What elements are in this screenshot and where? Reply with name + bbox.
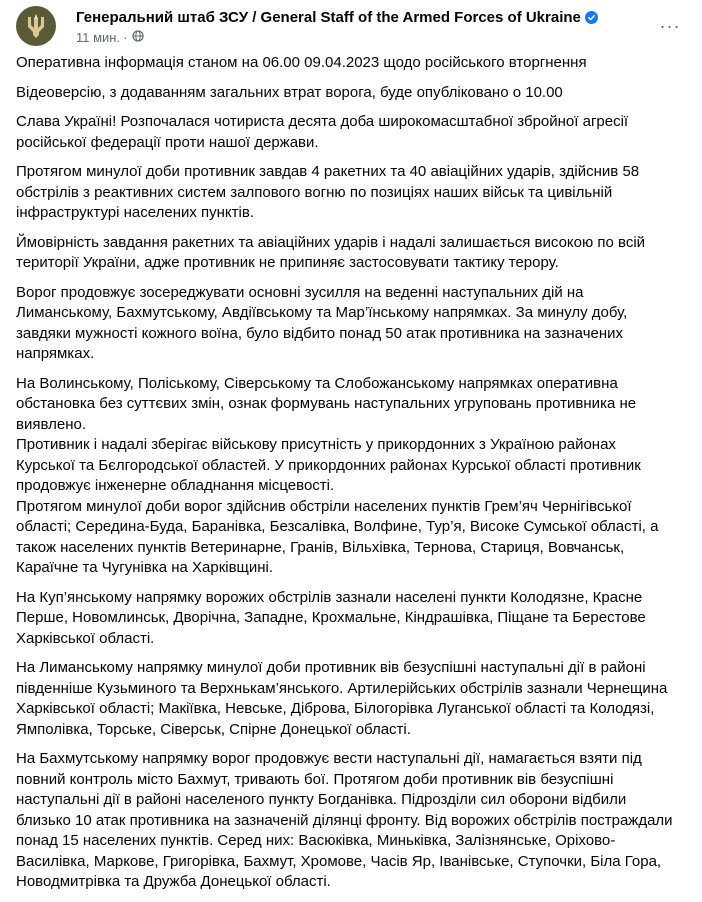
post-paragraph: Протягом минулої доби противник завдав 4 ракетних та 40 авіаційних ударів, здійснив 58 обстрілів з реактивних систем залпового вогню по позиціях наших військ та цивільній інфраструктурі населених пунктів. <box>16 163 640 221</box>
page-name-link[interactable]: Генеральний штаб ЗСУ / General Staff of the Armed Forces of Ukraine <box>76 9 581 26</box>
post-timestamp-link[interactable]: 11 мин. <box>76 30 121 45</box>
globe-icon[interactable] <box>132 30 144 45</box>
post-paragraph: Протягом минулої доби ворог здійснив обстріли населених пунктів Грем’яч Чернігівської області; Середина-Буда, Баранівка, Безсалівка, Волфине, Тур’я, Високе Сумської області, а також населених пунктів Ветеринарне, Гранів, Вільхівка, Тернова, Стариця, Вовчанськ, Караїчне та Чугунівка на Харківщині. <box>16 497 659 576</box>
post-paragraph: Слава Україні! Розпочалася чотириста десята доба широкомасштабної збройної агресії російської федерації проти нашої держави. <box>16 113 629 151</box>
post-paragraph: На Волинському, Поліському, Сіверському та Слобожанському напрямках оперативна обстановка без суттєвих змін, ознак формувань наступальних угруповань противника не виявлено. <box>16 374 637 433</box>
page-avatar[interactable] <box>16 6 56 46</box>
post-body <box>16 53 676 902</box>
author-line <box>76 9 598 26</box>
post-header <box>16 6 686 46</box>
more-options-button[interactable]: ··· <box>659 15 681 36</box>
trident-emblem-icon <box>25 13 47 39</box>
post-paragraph: На Куп’янському напрямку ворожих обстрілів зазнали населені пункти Колодязне, Красне Перше, Новомлинськ, Дворічна, Западне, Крохмальне, Кіндрашівка, Піщане та Берестове Харківської області. <box>16 588 646 647</box>
post-paragraph: Ворог продовжує зосереджувати основні зусилля на веденні наступальних дій на Лиманському, Бахмутському, Авдіївському та Мар’їнському напрямках. За минулу добу, завдяки мужності кожного воїна, було відбито понад 50 атак противника на зазначених напрямках. <box>16 283 628 362</box>
post-paragraph: Відеоверсію, з додаванням загальних втрат ворога, буде опубліковано о 10.00 <box>16 83 563 101</box>
post-paragraph: На Лиманському напрямку минулої доби противник вів безуспішні наступальні дії в районі південніше Кузьминого та Верхнькам’янського. Артилерійських обстрілів зазнали Чернещина Харківської області; Макіївка, Невське, Діброва, Білогорівка Луганської області та Колодязі, Ямполівка, Торське, Сіверськ, Спірне Донецької області. <box>16 659 668 738</box>
post-paragraph: На Бахмутському напрямку ворог продовжує вести наступальні дії, намагається взяти під повний контроль місто Бахмут, тривають бої. Протягом доби противник вів безуспішні наступальні дії в районі населеного пункту Богданівка. Підрозділи сил оборони відбили близько 10 атак противника на зазначеній ділянці фронту. Від ворожих обстрілів постраждали понад 15 населених пунктів. Серед них: Васюківка, Миньківка, Залізнянське, Оріхово-Василівка, Маркове, Григорівка, Бахмут, Хромове, Часів Яр, Іванівське, Ступочки, Біла Гора, Новодмитрівка та Дружба Донецької області. <box>16 750 673 890</box>
post-meta <box>76 30 144 45</box>
post-paragraph: Оперативна інформація станом на 06.00 09.04.2023 щодо російського вторгнення <box>16 54 587 71</box>
meta-separator: · <box>123 30 128 45</box>
verified-badge-icon <box>585 11 598 24</box>
post-paragraph: Ймовірність завдання ракетних та авіаційних ударів і надалі залишається високою по всій території України, адже противник не припиняє застосовувати тактику терору. <box>16 233 646 271</box>
post-paragraph: Противник і надалі зберігає військову присутність у прикордонних з Україною районах Курської та Бєлгородської областей. У прикордонних районах Курської області противник продовжує інженерне обладнання місцевості. <box>16 436 641 494</box>
